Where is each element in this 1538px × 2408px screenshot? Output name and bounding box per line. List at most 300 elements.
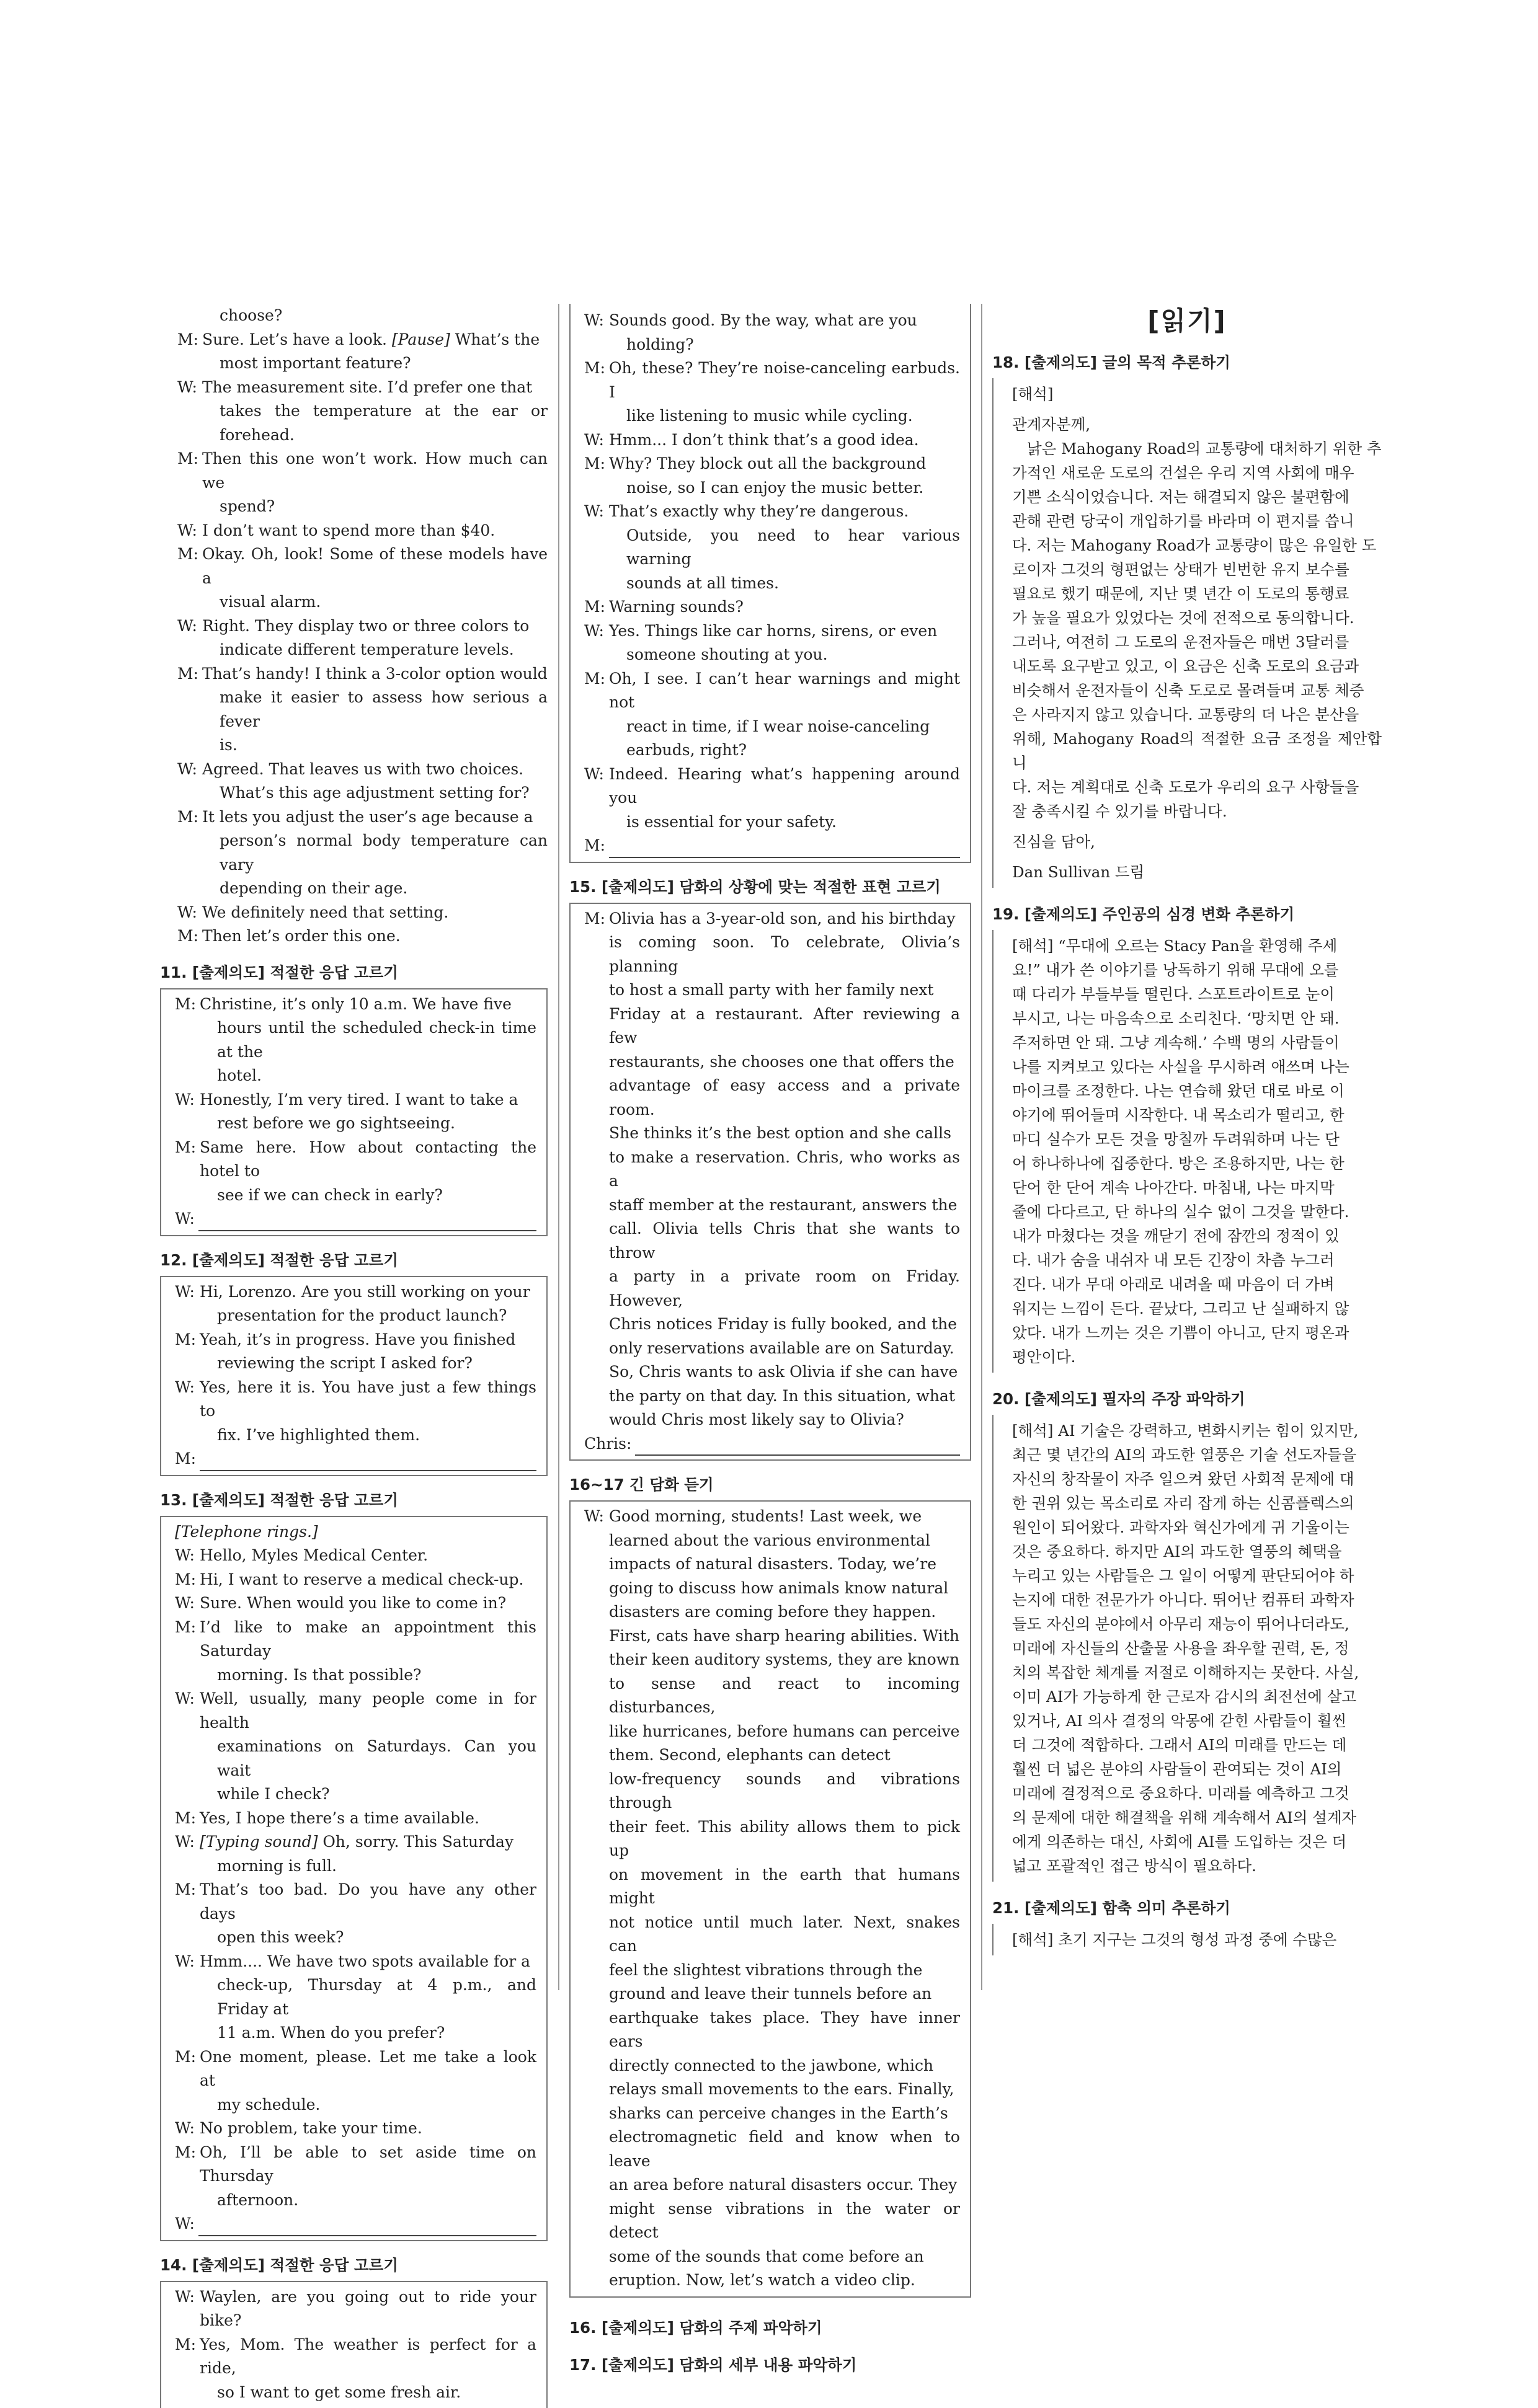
utterance-continuation: examinations on Saturdays. Can you wait (175, 1735, 536, 1782)
q15-script-box (569, 903, 971, 1461)
stage-direction: [Typing sound] (200, 1833, 318, 1851)
speaker-label: W: (175, 1950, 200, 1974)
utterance-continuation: visual alarm. (177, 590, 548, 614)
speaker-label: M: (177, 924, 202, 949)
dialogue-turn (175, 1807, 536, 1831)
column-2 (569, 304, 971, 2381)
speaker-label: W: (175, 1591, 200, 1616)
speaker-label: W: (177, 614, 202, 639)
speaker-label: W: (177, 758, 202, 782)
q12-heading: 12. [출제의도] 적절한 응답 고르기 (160, 1249, 548, 1272)
utterance: One moment, please. Let me take a look at (200, 2045, 536, 2093)
utterance-continuation: choose? (177, 304, 548, 328)
utterance: Hi, Lorenzo. Are you still working on your (200, 1280, 536, 1304)
monologue-first-line (584, 1505, 960, 1529)
utterance: The measurement site. I’d prefer one that (202, 376, 548, 400)
translation-line: [해석] AI 기술은 강력하고, 변화시키는 힘이 있지만, (1012, 1419, 1382, 1443)
answer-blank (609, 841, 960, 858)
speaker-label: M: (175, 1136, 200, 1184)
speaker-label: W: (177, 901, 202, 925)
speaker-label: W: (584, 1505, 609, 1529)
monologue-text: sharks can perceive changes in the Earth’s (584, 2102, 960, 2126)
translation-line: 필요로 했기 때문에, 지난 몇 년간 이 도로의 통행료 (1012, 582, 1382, 606)
dialogue-turn (177, 542, 548, 590)
utterance-continuation: fix. I’ve highlighted them. (175, 1423, 536, 1448)
q14-heading: 14. [출제의도] 적절한 응답 고르기 (160, 2254, 548, 2277)
q11-heading: 11. [출제의도] 적절한 응답 고르기 (160, 961, 548, 985)
utterance-continuation: morning. Is that possible? (175, 1663, 536, 1688)
q18-heading: 18. [출제의도] 글의 목적 추론하기 (992, 351, 1382, 374)
dialogue-turn (175, 1687, 536, 1735)
monologue-text: is coming soon. To celebrate, Olivia’s planning (584, 931, 960, 978)
utterance-continuation: depending on their age. (177, 877, 548, 901)
column-3 (992, 304, 1382, 1955)
monologue-text: their keen auditory systems, they are known (584, 1648, 960, 1672)
speaker-label: W: (584, 619, 609, 644)
translation-line: 원인이 되어왔다. 과학자와 혁신가에게 귀 기울이는 (1012, 1515, 1382, 1539)
q19-translation (992, 930, 1382, 1373)
translation-line: 평안이다. (1012, 1345, 1382, 1369)
monologue-text: learned about the various environmental (584, 1529, 960, 1553)
utterance: That’s exactly why they’re dangerous. (609, 500, 960, 524)
answer-speaker-label: M: (175, 1447, 196, 1471)
speaker-label: W: (175, 1088, 200, 1112)
q20-translation (992, 1415, 1382, 1882)
monologue-text: restaurants, she chooses one that offers the (584, 1050, 960, 1074)
dialogue-turn (584, 595, 960, 619)
dialogue-turn (175, 1830, 536, 1854)
translation-line: 나를 지켜보고 있다는 사실을 무시하려 애쓰며 나는 (1012, 1055, 1382, 1079)
answer-blank-line (584, 1432, 960, 1456)
monologue-text: impacts of natural disasters. Today, we’re (584, 1552, 960, 1577)
translation-line: 그러나, 여전히 그 도로의 운전자들은 매번 3달러를 (1012, 630, 1382, 654)
answer-blank-line (175, 1207, 536, 1231)
dialogue-turn (175, 1878, 536, 1926)
utterance-continuation: make it easier to assess how serious a fever (177, 686, 548, 733)
dialogue-turn (175, 993, 536, 1017)
utterance-continuation: see if we can check in early? (175, 1184, 536, 1208)
q12-script-box (160, 1276, 548, 1476)
q11-script-box (160, 988, 548, 1236)
utterance: Indeed. Hearing what’s happening around you (609, 763, 960, 810)
utterance: I don’t want to spend more than $40. (202, 519, 548, 543)
speaker-label: W: (584, 428, 609, 453)
speaker-label: M: (177, 542, 202, 590)
monologue-text: on movement in the earth that humans might (584, 1863, 960, 1911)
monologue-text: a party in a private room on Friday. However, (584, 1265, 960, 1312)
dialogue-turn (175, 2117, 536, 2141)
translation-line: 넓고 포괄적인 접근 방식이 필요하다. (1012, 1854, 1382, 1878)
dialogue-turn (177, 376, 548, 400)
utterance: Same here. How about contacting the hotel to (200, 1136, 536, 1184)
translation-line: 때 다리가 부들부들 떨린다. 스포트라이트로 눈이 (1012, 982, 1382, 1006)
dialogue-turn (177, 519, 548, 543)
dialogue-turn (177, 662, 548, 686)
q16-17-script-box (569, 1500, 971, 2298)
translation-line: [해석] “무대에 오르는 Stacy Pan을 환영해 주세 (1012, 934, 1382, 958)
speaker-label: M: (584, 356, 609, 404)
translation-line: 들도 자신의 분야에서 아무리 재능이 뛰어나더라도, (1012, 1612, 1382, 1636)
utterance: Right. They display two or three colors to (202, 614, 548, 639)
dialogue-turn (177, 901, 548, 925)
dialogue-turn (175, 2141, 536, 2189)
utterance-continuation: reviewing the script I asked for? (175, 1352, 536, 1376)
dialogue-turn (584, 500, 960, 524)
answer-blank-line (175, 2212, 536, 2236)
translation-line: 요!” 내가 쓴 이야기를 낭독하기 위해 무대에 오를 (1012, 958, 1382, 982)
translation-line: 것은 중요하다. 하지만 AI의 과도한 열풍의 혜택을 (1012, 1539, 1382, 1564)
translation-line: 미래에 자신들의 산출물 사용을 좌우할 권력, 돈, 정 (1012, 1636, 1382, 1660)
speaker-label: M: (175, 2141, 200, 2189)
monologue-text: advantage of easy access and a private room. (584, 1074, 960, 1122)
monologue-text: electromagnetic field and know when to leave (584, 2125, 960, 2173)
utterance: Waylen, are you going out to ride your bike? (200, 2285, 536, 2333)
utterance: Oh, I’ll be able to set aside time on Thursday (200, 2141, 536, 2189)
monologue-text: their feet. This ability allows them to pick up (584, 1815, 960, 1863)
monologue-text: Chris notices Friday is fully booked, and the (584, 1312, 960, 1337)
utterance: Christine, it’s only 10 a.m. We have five (200, 993, 536, 1017)
dialogue-turn (584, 356, 960, 404)
utterance-continuation: Outside, you need to hear various warning (584, 524, 960, 572)
dialogue-turn (175, 1280, 536, 1304)
utterance-continuation: afternoon. (175, 2189, 536, 2213)
speaker-label: W: (175, 1376, 200, 1423)
monologue-text: She thinks it’s the best option and she calls (584, 1122, 960, 1146)
monologue-text: staff member at the restaurant, answers the (584, 1193, 960, 1218)
speaker-label: W: (175, 1280, 200, 1304)
speaker-label: W: (175, 1830, 200, 1854)
translation-line: 워지는 느낌이 든다. 끝났다, 그리고 난 실패하지 않 (1012, 1296, 1382, 1321)
speaker-label: M: (175, 1807, 200, 1831)
translation-line: 마디 실수가 모든 것을 망칠까 두려워하며 나는 단 (1012, 1127, 1382, 1151)
utterance (202, 328, 548, 352)
utterance-continuation: while I check? (175, 1782, 536, 1807)
utterance-text: Oh, sorry. This Saturday (318, 1833, 513, 1851)
translation-label: [해석] (1012, 382, 1382, 406)
answer-speaker-label: Chris: (584, 1432, 631, 1456)
translation-line: 마이크를 조정한다. 나는 연습해 왔던 대로 바로 이 (1012, 1079, 1382, 1103)
answer-blank (200, 1454, 536, 1471)
dialogue-turn (584, 667, 960, 715)
speaker-label: M: (177, 805, 202, 830)
speaker-label: M: (584, 452, 609, 476)
answer-speaker-label: W: (175, 2212, 195, 2236)
monologue-text: to sense and react to incoming disturbances, (584, 1672, 960, 1720)
utterance: I’d like to make an appointment this Saturday (200, 1616, 536, 1663)
q16-17-heading: 16~17 긴 담화 듣기 (569, 1473, 971, 1497)
utterance-continuation: my schedule. (175, 2093, 536, 2117)
translation-line: 최근 몇 년간의 AI의 과도한 열풍은 기술 선도자들을 (1012, 1443, 1382, 1467)
translation-line: 있거나, AI 의사 결정의 악몽에 갇힌 사람들이 훨씬 (1012, 1709, 1382, 1733)
dialogue-turn (584, 619, 960, 644)
letter-closing: 진심을 담아, (1012, 830, 1382, 854)
translation-line: 단어 한 단어 계속 나아간다. 마침내, 나는 마지막 (1012, 1175, 1382, 1200)
answer-blank-line (175, 1447, 536, 1471)
utterance: Yes, Mom. The weather is perfect for a ride, (200, 2333, 536, 2381)
dialogue-turn (177, 447, 548, 495)
speaker-label: W: (175, 1687, 200, 1735)
dialogue-turn (584, 452, 960, 476)
monologue-text: First, cats have sharp hearing abilities. With (584, 1624, 960, 1649)
translation-line: 기쁜 소식이었습니다. 저는 해결되지 않은 불편함에 (1012, 485, 1382, 509)
translation-line: 비슷해서 운전자들이 신축 도로로 몰려들며 교통 체증 (1012, 678, 1382, 702)
dialogue-turn (175, 1136, 536, 1184)
speaker-label: W: (175, 2117, 200, 2141)
translation-line: 내가 마쳤다는 것을 깨닫기 전에 잠깐의 정적이 있 (1012, 1224, 1382, 1248)
utterance: Hmm.... We have two spots available for a (200, 1950, 536, 1974)
answer-blank (198, 2219, 536, 2236)
dialogue-turn (175, 1088, 536, 1112)
q21-translation (992, 1924, 1382, 1955)
monologue-text: So, Chris wants to ask Olivia if she can have (584, 1360, 960, 1384)
dialogue-turn (175, 2285, 536, 2333)
monologue-text: might sense vibrations in the water or detect (584, 2197, 960, 2245)
dialogue-turn (175, 1568, 536, 1592)
stage-direction: [Pause] (392, 330, 450, 348)
utterance-continuation: like listening to music while cycling. (584, 404, 960, 428)
speaker-label: M: (584, 667, 609, 715)
translation-line: 야기에 뛰어들며 시작한다. 내 목소리가 떨리고, 한 (1012, 1103, 1382, 1127)
q18-translation (992, 378, 1382, 888)
translation-line: 관해 관련 당국이 개입하기를 바라며 이 편지를 씁니 (1012, 509, 1382, 533)
utterance: Then let’s order this one. (202, 924, 548, 949)
translation-line: 누리고 있는 사람들은 그 일이 어떻게 판단되어야 하 (1012, 1564, 1382, 1588)
utterance: Why? They block out all the background (609, 452, 960, 476)
monologue-text: relays small movements to the ears. Finally, (584, 2078, 960, 2102)
speaker-label: M: (175, 1616, 200, 1663)
dialogue-turn (175, 1950, 536, 1974)
utterance-continuation: 11 a.m. When do you prefer? (175, 2021, 536, 2045)
utterance: Hi, I want to reserve a medical check-up. (200, 1568, 536, 1592)
monologue-text: going to discuss how animals know natural (584, 1577, 960, 1601)
speaker-label: M: (177, 328, 202, 352)
stage-direction: [Telephone rings.] (175, 1520, 536, 1544)
translation-line: 낡은 Mahogany Road의 교통량에 대처하기 위한 추 (1012, 436, 1382, 461)
utterance-continuation: hours until the scheduled check-in time at the (175, 1016, 536, 1064)
utterance: Okay. Oh, look! Some of these models have a (202, 542, 548, 590)
speaker-label: M: (175, 2333, 200, 2381)
speaker-label: W: (175, 2285, 200, 2333)
answer-speaker-label: M: (584, 834, 605, 858)
utterance-continuation: sounds at all times. (584, 572, 960, 596)
speaker-label: W: (584, 500, 609, 524)
translation-line: 가적인 새로운 도로의 건설은 우리 지역 사회에 매우 (1012, 461, 1382, 485)
monologue-text: Olivia has a 3-year-old son, and his birthday (609, 907, 960, 931)
utterance-continuation: noise, so I can enjoy the music better. (584, 476, 960, 500)
q21-heading: 21. [출제의도] 함축 의미 추론하기 (992, 1897, 1382, 1920)
utterance: Hello, Myles Medical Center. (200, 1544, 536, 1568)
dialogue-turn (177, 328, 548, 352)
utterance: Warning sounds? (609, 595, 960, 619)
translation-line: 부시고, 나는 마음속으로 소리친다. ‘망치면 안 돼. (1012, 1006, 1382, 1030)
monologue-first-line (584, 907, 960, 931)
translation-line: 가 높을 필요가 있었다는 것에 전적으로 동의합니다. (1012, 606, 1382, 630)
monologue-text: not notice until much later. Next, snakes can (584, 1911, 960, 1959)
q16-heading: 16. [출제의도] 담화의 주제 파악하기 (569, 2316, 971, 2340)
speaker-label: M: (175, 993, 200, 1017)
utterance: Agreed. That leaves us with two choices. (202, 758, 548, 782)
translation-line: 주저하면 안 돼. 그냥 계속해.’ 수백 명의 사람들이 (1012, 1030, 1382, 1055)
utterance-continuation: presentation for the product launch? (175, 1304, 536, 1328)
utterance: That’s handy! I think a 3-color option would (202, 662, 548, 686)
letter-body (1012, 436, 1382, 823)
utterance-continuation: indicate different temperature levels. (177, 638, 548, 662)
letter-signature: Dan Sullivan 드림 (1012, 860, 1382, 884)
utterance: Oh, these? They’re noise-canceling earbuds. I (609, 356, 960, 404)
utterance: Yes. Things like car horns, sirens, or even (609, 619, 960, 644)
utterance-continuation: react in time, if I wear noise-canceling (584, 715, 960, 739)
translation-line: 았다. 내가 느끼는 것은 기쁨이 아니고, 단지 평온과 (1012, 1321, 1382, 1345)
speaker-label: M: (175, 1568, 200, 1592)
speaker-label: W: (177, 519, 202, 543)
dialogue-turn (175, 1328, 536, 1352)
speaker-label: W: (584, 309, 609, 333)
q13-heading: 13. [출제의도] 적절한 응답 고르기 (160, 1489, 548, 1512)
translation-line: 의 문제에 대한 해결책을 위해 계속해서 AI의 설계자 (1012, 1805, 1382, 1830)
utterance-continuation: person’s normal body temperature can vary (177, 829, 548, 877)
speaker-label: M: (584, 595, 609, 619)
reading-section-title: [읽기] (992, 304, 1382, 339)
utterance: It lets you adjust the user’s age because a (202, 805, 548, 830)
monologue-text: only reservations available are on Saturday. (584, 1337, 960, 1361)
q19-heading: 19. [출제의도] 주인공의 심경 변화 추론하기 (992, 903, 1382, 926)
answer-blank (198, 1214, 536, 1231)
translation-line: 줄에 다다르고, 단 하나의 실수 없이 그것을 말한다. (1012, 1200, 1382, 1224)
utterance-continuation: is essential for your safety. (584, 810, 960, 834)
monologue-text: an area before natural disasters occur. They (584, 2173, 960, 2197)
monologue-text: Friday at a restaurant. After reviewing a few (584, 1003, 960, 1050)
utterance: Sure. When would you like to come in? (200, 1591, 536, 1616)
column-1 (160, 304, 548, 2408)
dialogue-turn (175, 1616, 536, 1663)
utterance: Yes, here it is. You have just a few things to (200, 1376, 536, 1423)
monologue-text: earthquake takes place. They have inner ears (584, 2006, 960, 2054)
utterance-continuation: takes the temperature at the ear or forehead. (177, 399, 548, 447)
utterance-continuation: morning is full. (175, 1854, 536, 1879)
dialogue-turn (175, 2045, 536, 2093)
utterance: Well, usually, many people come in for health (200, 1687, 536, 1735)
translation-line: 훨씬 더 넓은 분야의 사람들이 관여되는 것이 AI의 (1012, 1757, 1382, 1781)
utterance: Honestly, I’m very tired. I want to take a (200, 1088, 536, 1112)
monologue-text: would Chris most likely say to Olivia? (584, 1408, 960, 1432)
utterance-continuation: earbuds, right? (584, 738, 960, 763)
dialogue-turn (584, 763, 960, 810)
utterance: Then this one won’t work. How much can we (202, 447, 548, 495)
monologue-text: Good morning, students! Last week, we (609, 1505, 960, 1529)
translation-line: 로이자 그것의 형편없는 상태가 빈번한 유지 보수를 (1012, 557, 1382, 582)
monologue-text: eruption. Now, let’s watch a video clip. (584, 2269, 960, 2293)
column-divider-1 (558, 304, 559, 1990)
monologue-text: to host a small party with her family next (584, 978, 960, 1003)
utterance-continuation: spend? (177, 495, 548, 519)
monologue-text: directly connected to the jawbone, which (584, 2054, 960, 2078)
speaker-label: M: (175, 2045, 200, 2093)
monologue-text: like hurricanes, before humans can perceive (584, 1720, 960, 1744)
speaker-label: W: (177, 376, 202, 400)
translation-line: 는지에 대한 전문가가 아니다. 뛰어난 컴퓨터 과학자 (1012, 1588, 1382, 1612)
speaker-label: M: (175, 1328, 200, 1352)
monologue-text: some of the sounds that come before an (584, 2245, 960, 2269)
dialogue-turn (175, 2333, 536, 2381)
utterance-continuation: so I want to get some fresh air. (175, 2381, 536, 2405)
dialogue-turn (584, 309, 960, 333)
translation-line: 어 하나하나에 집중한다. 방은 조용하지만, 나는 한 (1012, 1151, 1382, 1175)
speaker-label: M: (175, 1878, 200, 1926)
monologue-text: low-frequency sounds and vibrations through (584, 1768, 960, 1815)
q10-dialogue-continuation (160, 304, 548, 949)
answer-speaker-label: W: (175, 1207, 195, 1231)
speaker-label: M: (177, 662, 202, 686)
translation-line: 은 사라지지 않고 있습니다. 교통량의 더 나은 분산을 (1012, 702, 1382, 727)
translation-line: 진다. 내가 무대 아래로 내려올 때 마음이 더 가벼 (1012, 1272, 1382, 1296)
translation-line: 미래에 결정적으로 중요하다. 미래를 예측하고 그것 (1012, 1781, 1382, 1805)
q17-heading: 17. [출제의도] 담화의 세부 내용 파악하기 (569, 2353, 971, 2377)
utterance-continuation: holding? (584, 333, 960, 357)
dialogue-turn (175, 1376, 536, 1423)
utterance: Hmm... I don’t think that’s a good idea. (609, 428, 960, 453)
answer-blank (635, 1438, 960, 1456)
translation-line: [해석] 초기 지구는 그것의 형성 과정 중에 수많은 (1012, 1928, 1382, 1952)
utterance-continuation: hotel. (175, 1064, 536, 1088)
utterance-text: What’s the (450, 330, 540, 348)
dialogue-turn (175, 1544, 536, 1568)
translation-line: 에게 의존하는 대신, 사회에 AI를 도입하는 것은 더 (1012, 1830, 1382, 1854)
translation-line: 더 그것에 적합하다. 그래서 AI의 미래를 만드는 데 (1012, 1733, 1382, 1757)
utterance-continuation: rest before we go sightseeing. (175, 1112, 536, 1136)
speaker-label: M: (177, 447, 202, 495)
dialogue-turn (177, 924, 548, 949)
utterance: No problem, take your time. (200, 2117, 536, 2141)
utterance-continuation: someone shouting at you. (584, 643, 960, 667)
q14-script-box (160, 2281, 548, 2408)
monologue-text: call. Olivia tells Chris that she wants to throw (584, 1217, 960, 1265)
monologue-text: ground and leave their tunnels before an (584, 1982, 960, 2006)
translation-line: 잘 충족시킬 수 있기를 바랍니다. (1012, 799, 1382, 823)
monologue-text: to make a reservation. Chris, who works as a (584, 1146, 960, 1193)
utterance: Yes, I hope there’s a time available. (200, 1807, 536, 1831)
monologue-text: them. Second, elephants can detect (584, 1743, 960, 1768)
translation-line: 한 권위 있는 목소리로 자리 잡게 하는 신콤플렉스의 (1012, 1491, 1382, 1515)
utterance: Yeah, it’s in progress. Have you finished (200, 1328, 536, 1352)
utterance: That’s too bad. Do you have any other days (200, 1878, 536, 1926)
answer-blank-line (584, 834, 960, 858)
utterance: We definitely need that setting. (202, 901, 548, 925)
q15-heading: 15. [출제의도] 담화의 상황에 맞는 적절한 표현 고르기 (569, 875, 971, 899)
dialogue-turn (177, 758, 548, 782)
utterance: Oh, I see. I can’t hear warnings and might not (609, 667, 960, 715)
utterance-continuation: most important feature? (177, 352, 548, 376)
column-divider-2 (981, 304, 982, 1990)
q14-script-box-continued (569, 304, 971, 863)
utterance: Sounds good. By the way, what are you (609, 309, 960, 333)
speaker-label: M: (584, 907, 609, 931)
utterance-continuation: open this week? (175, 1926, 536, 1950)
translation-line: 이미 AI가 가능하게 한 근로자 감시의 최전선에 살고 (1012, 1684, 1382, 1709)
translation-line: 위해, Mahogany Road의 적절한 요금 조정을 제안합니 (1012, 727, 1382, 775)
dialogue-turn (175, 1591, 536, 1616)
translation-line: 치의 복잡한 체계를 저절로 이해하지는 못한다. 사실, (1012, 1660, 1382, 1684)
q20-heading: 20. [출제의도] 필자의 주장 파악하기 (992, 1388, 1382, 1411)
letter-salutation: 관계자분께, (1012, 412, 1382, 436)
monologue-text: disasters are coming before they happen. (584, 1600, 960, 1624)
translation-line: 다. 저는 계획대로 신축 도로가 우리의 요구 사항들을 (1012, 775, 1382, 799)
translation-line: 다. 내가 숨을 내쉬자 내 모든 긴장이 차츰 누그러 (1012, 1248, 1382, 1272)
translation-line: 내도록 요구받고 있고, 이 요금은 신축 도로의 요금과 (1012, 654, 1382, 678)
dialogue-turn (177, 805, 548, 830)
speaker-label: W: (175, 1544, 200, 1568)
monologue-text: the party on that day. In this situation, what (584, 1384, 960, 1409)
dialogue-turn (584, 428, 960, 453)
